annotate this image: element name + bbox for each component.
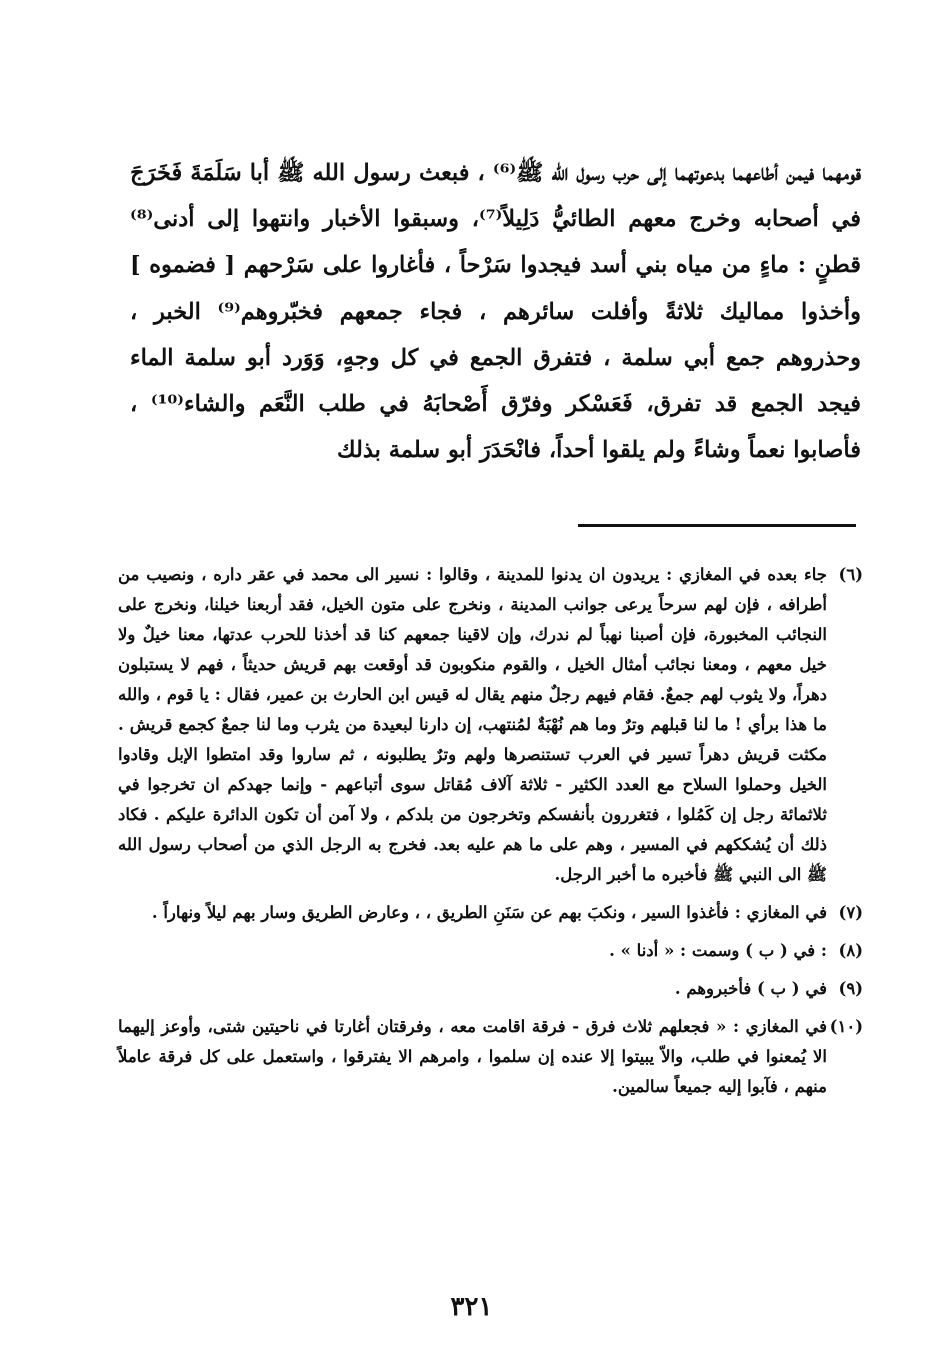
footnote-text: في المغازي : « فجعلهم ثلاث فرق - فرقة اقامت معه ، وفرقتان أغارتا في ناحيتين شتى، وأوعز إليهما الا يُمعنوا في طلب، والاّ يبيتوا إلا عنده إن سلموا ، وامرهم الا يفترقوا ، واستعمل على كل فرقة عاملاً منهم ، فآبوا إليه جميعاً سالمين.	[118, 1017, 827, 1096]
main-paragraph: قومهما فيمن أطاعهما بدعوتهما إلى حرب رسول الله ﷺ⁽⁶⁾ ، فبعث رسول الله ﷺ أبا سَلَمَةَ فَخَرَجَ في أصحابه وخرج معهم الطائيُّ دَلِيلاً⁽⁷⁾، وسبقوا الأخبار وانتهوا إلى أدنى⁽⁸⁾ قطنٍ : ماءٍ من مياه بني أسد فيجدوا سَرْحاً ، فأغاروا على سَرْحهم [ فضموه ] وأخذوا مماليك ثلاثةً وأفلت سائرهم ، فجاء جمعهم فخبّروهم⁽⁹⁾ الخبر ، وحذروهم جمع أبي سلمة ، فتفرق الجمع في كل وجهٍ، وَوَرد أبو سلمة الماء فيجد الجمع قد تفرق، فَعَسْكر وفرّق أَصْحابَهُ في طلب النَّعَم والشاء⁽¹⁰⁾ ، فأصابوا نعماً وشاءً ولم يلقوا أحداً، فانْحَدَرَ أبو سلمة بذلك	[130, 160, 861, 464]
main-text-block	[130, 150, 861, 473]
footnote-text: في المغازي : فأغذوا السير ، ونكبَ بهم عن سَنَنِ الطريق ، ، وعارض الطريق وسار بهم ليلاً ونهاراً .	[151, 903, 827, 922]
footnote-separator	[578, 524, 856, 527]
footnote-9	[118, 974, 863, 1004]
footnote-text: جاء بعده في المغازي : يريدون ان يدنوا للمدينة ، وقالوا : نسير الى محمد في عقر داره ، ونصيب من أطرافه ، فإن لهم سرحاً يرعى جوانب المدينة ، ونخرج على متون الخيل، فقد أربعنا خيلنا، ونخرج على النجائب المخبورة، فإن أصبنا نهباً لم ندرك، وإن لاقينا جمعهم كنا قد أخذنا للحرب عدتها، معنا خيلٌ ولا خيل معهم ، ومعنا نجائب أمثال الخيل ، والقوم منكوبون قد أوقعت بهم قريش حديثاً ، فهم لا يستبلون دهراً، ولا يثوب لهم جمعٌ. فقام فيهم رجلٌ منهم يقال له قيس ابن الحارث بن عمير، فقال : يا قوم ، والله ما هذا برأي ! ما لنا قبلهم وترٌ وما هم نُهْبَةٌ لمُنتهب، إن دارنا لبعيدة من يثرب وما لنا جمعٌ كجمع قريش . مكثت قريش دهراً تسير في العرب تستنصرها ولهم وترٌ يطلبونه ، ثم ساروا وقد امتطوا الإبل وقادوا الخيل وحملوا السلاح مع العدد الكثير - ثلاثة آلاف مُقاتل سوى أتباعهم - وإنما جهدكم ان تخرجوا في ثلاثمائة رجل إن كَمُلوا ، فتغررون بأنفسكم وتخرجون من بلدكم ، ولا آمن أن تكون الدائرة عليكم . فكاد ذلك أن يُشككهم في المسير ، وهم على ما هم عليه بعد. فخرج به الرجل الذي من أصحاب رسول الله ﷺ الى النبي ﷺ فأخبره ما أخبر الرجل.	[118, 565, 827, 884]
footnote-10	[118, 1012, 863, 1102]
footnote-8	[118, 936, 863, 966]
footnotes-section	[118, 560, 863, 1110]
footnote-text: في ( ب ) فأخبروهم .	[674, 979, 827, 998]
footnote-number: (٨)	[838, 941, 863, 960]
footnote-number: (٦)	[838, 565, 863, 584]
page-number: ٣٢١	[450, 1292, 493, 1322]
footnote-6	[118, 560, 863, 890]
footnote-number: (٧)	[838, 903, 863, 922]
footnote-text: : في ( ب ) وسمت : « أدنا » .	[609, 941, 827, 960]
footnote-number: (٩)	[838, 979, 863, 998]
footnote-7	[118, 898, 863, 928]
footnote-number: (١٠)	[829, 1017, 863, 1036]
